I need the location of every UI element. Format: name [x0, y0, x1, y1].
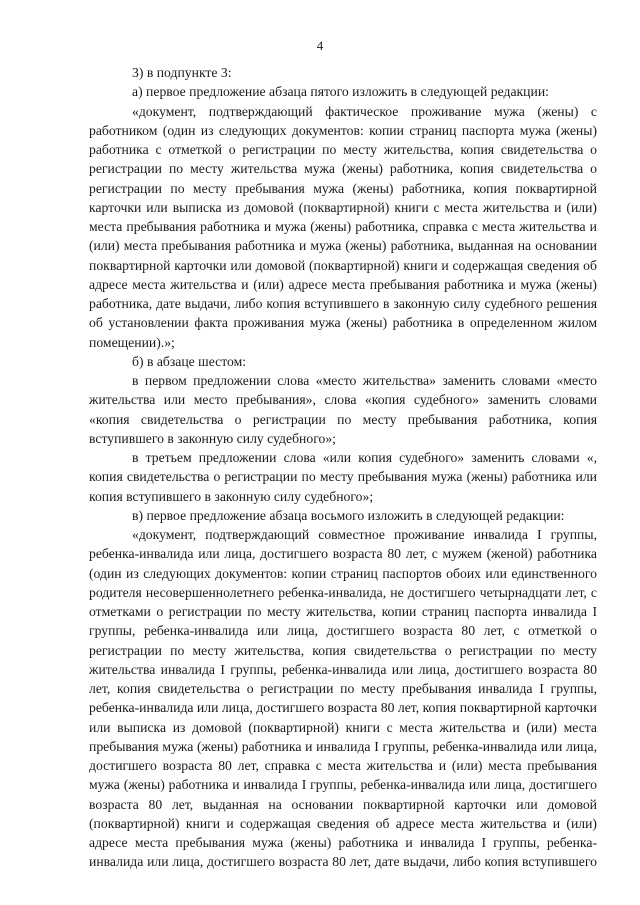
page-number: 4 [316, 38, 324, 53]
subitem-b-third-sentence: в третьем предложении слова «или копия судебного» заменить словами «, копия свидетельства о регистрации по месту пребывания мужа (жены) работника или копия вступившего в законную силу судебного»; [89, 450, 597, 504]
document-body [89, 63, 597, 872]
item-3-heading: 3) в подпункте 3: [132, 65, 232, 80]
subitem-v-instruction: в) первое предложение абзаца восьмого изложить в следующей редакции: [132, 507, 565, 523]
subitem-v-new-text: «документ, подтверждающий совместное проживание инвалида I группы, ребенка-инвалида или лица, достигшего возраста 80 лет, с мужем (женой) работника (один из следующих документов: копии страниц паспортов обоих или единственного родителя несовершеннолетнего ребенка-инвалида, не достигшего четырнадцати лет, с отметками о регистрации по месту жительства, копии страниц паспорта инвалида I группы, ребенка-инвалида или лица, достигшего возраста 80 лет, с отметкой о регистрации по месту жительства, копия свидетельства о регистрации по месту жительства инвалида I группы, ребенка-инвалида или лица, достигшего возраста 80 лет, копия свидетельства о регистрации по месту пребывания инвалида I группы, ребенка-инвалида или лица, достигшего возраста 80 лет, копия поквартирной карточки или выписка из домовой (поквартирной) книги с места жительства и (или) места пребывания мужа (жены) работника и инвалида I группы, ребенка-инвалида или лица, достигшего возраста 80 лет, справка с места жительства и (или) места пребывания мужа (жены) работника и инвалида I группы, ребенка-инвалида или лица, достигшего возраста 80 лет, выданная на основании поквартирной карточки или домовой (поквартирной) книги и содержащая сведения об адресе места жительства и (или) адресе места пребывания мужа (жены) работника и инвалида I группы, ребенка-инвалида или лица, достигшего возраста 80 лет, дате выдачи, либо копия вступившего [89, 527, 597, 870]
subitem-b-first-sentence: в первом предложении слова «место жительства» заменить словами «место жительства или место пребывания», слова «копия судебного» заменить словами «копия свидетельства о регистрации по месту пребывания работника, копия вступившего в законную силу судебного»; [89, 373, 597, 446]
subitem-a-instruction: а) первое предложение абзаца пятого изложить в следующей редакции: [132, 84, 549, 100]
subitem-b-heading: б) в абзаце шестом: [132, 353, 247, 369]
subitem-a-new-text: «документ, подтверждающий фактическое проживание мужа (жены) с работником (один из следующих документов: копии страниц паспорта мужа (жены) работника с отметкой о регистрации по месту жительства, копия свидетельства о регистрации по месту жительства мужа (жены) работника, копия свидетельства о регистрации по месту пребывания мужа (жены) работника, копия поквартирной карточки или выписка из домовой (поквартирной) книги с места жительства и (или) места пребывания работника и мужа (жены) работника, справка с места жительства и (или) места пребывания работника и мужа (жены) работника, выданная на основании поквартирной карточки или домовой (поквартирной) книги и содержащая сведения об адресе места жительства и (или) адресе места пребывания работника и мужа (жены) работника, дате выдачи, либо копия вступившего в законную силу судебного решения об установлении факта проживания мужа (жены) работника в определенном жилом помещении).»; [89, 103, 597, 350]
